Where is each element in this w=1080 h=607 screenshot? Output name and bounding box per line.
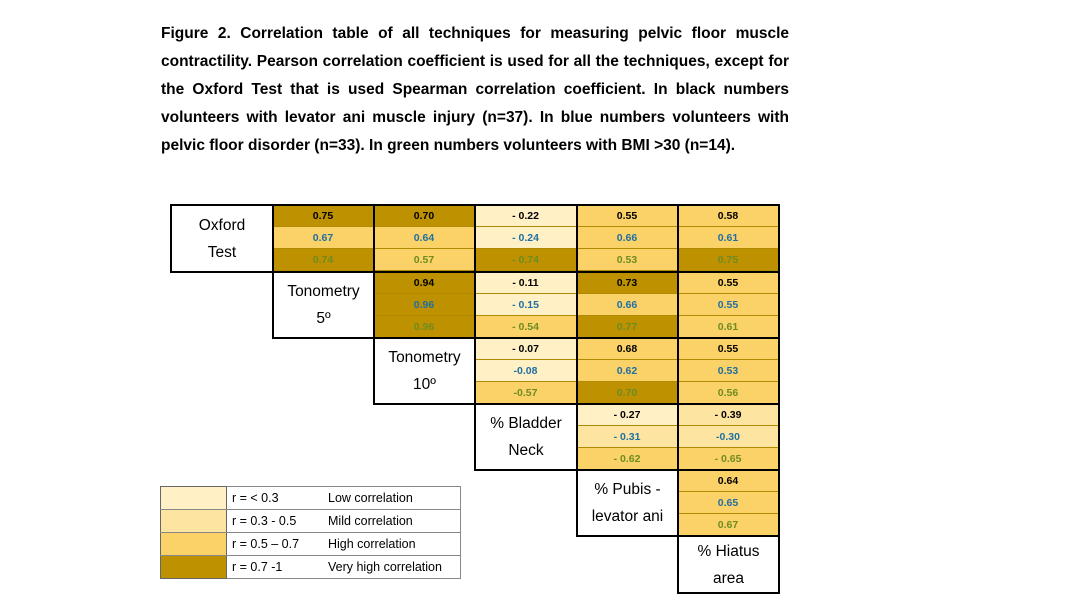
- correlation-value-blue: -0.08: [474, 359, 577, 382]
- correlation-value-black: 0.55: [677, 337, 779, 360]
- technique-name-line: % Pubis -: [594, 481, 661, 498]
- correlation-value-green: - 0.65: [677, 447, 779, 470]
- correlation-value-blue: 0.96: [373, 293, 475, 316]
- correlation-value-green: 0.67: [677, 513, 779, 536]
- correlation-value-blue: -0.30: [677, 425, 779, 448]
- correlation-value-blue: 0.53: [677, 359, 779, 382]
- correlation-value-green: -0.57: [474, 381, 577, 404]
- correlation-value-green: 0.75: [677, 248, 779, 271]
- technique-name-line: levator ani: [591, 508, 664, 525]
- technique-label: [272, 271, 375, 339]
- correlation-value-green: - 0.54: [474, 315, 577, 338]
- legend-range: r = 0.3 - 0.5: [232, 513, 297, 528]
- technique-name-line: Neck: [508, 442, 544, 459]
- legend-label: Mild correlation: [328, 513, 413, 528]
- correlation-value-black: 0.68: [576, 337, 678, 360]
- technique-name-line: 10º: [413, 376, 436, 393]
- technique-name-line: Test: [207, 243, 237, 261]
- correlation-value-green: 0.96: [373, 315, 475, 338]
- correlation-value-green: - 0.62: [576, 447, 678, 470]
- technique-name-line: 5º: [316, 310, 331, 327]
- legend-label: Very high correlation: [328, 559, 442, 574]
- technique-label: [576, 469, 679, 537]
- correlation-value-green: 0.74: [272, 248, 374, 271]
- correlation-value-green: 0.70: [576, 381, 678, 404]
- legend-swatch: [160, 486, 227, 510]
- legend-row-divider: [160, 532, 460, 533]
- correlation-value-blue: 0.64: [373, 226, 475, 249]
- technique-name-line: Tonometry: [388, 349, 461, 366]
- technique-label: [170, 204, 274, 273]
- correlation-value-black: - 0.27: [576, 403, 678, 426]
- correlation-value-green: 0.57: [373, 248, 475, 271]
- technique-name-line: area: [712, 569, 745, 587]
- correlation-value-black: 0.73: [576, 271, 678, 294]
- technique-label: [474, 403, 578, 471]
- technique-name-line: % Hiatus: [697, 542, 760, 560]
- correlation-value-blue: 0.66: [576, 226, 678, 249]
- correlation-value-black: 0.75: [272, 204, 374, 227]
- correlation-value-blue: 0.67: [272, 226, 374, 249]
- correlation-value-black: 0.55: [677, 271, 779, 294]
- technique-label: [373, 337, 476, 405]
- correlation-value-black: - 0.39: [677, 403, 779, 426]
- legend-range: r = < 0.3: [232, 490, 279, 505]
- correlation-value-blue: - 0.31: [576, 425, 678, 448]
- legend-row-divider: [160, 555, 460, 556]
- legend-range: r = 0.7 -1: [232, 559, 283, 574]
- correlation-value-black: - 0.22: [474, 204, 577, 227]
- technique-name-line: % Bladder: [490, 415, 562, 432]
- correlation-value-black: - 0.07: [474, 337, 577, 360]
- correlation-value-green: 0.53: [576, 248, 678, 271]
- correlation-value-blue: 0.55: [677, 293, 779, 316]
- technique-label: [677, 535, 780, 594]
- correlation-value-blue: - 0.15: [474, 293, 577, 316]
- legend-label: Low correlation: [328, 490, 413, 505]
- correlation-value-blue: - 0.24: [474, 226, 577, 249]
- technique-name-line: Tonometry: [287, 283, 360, 300]
- technique-name-line: Oxford: [198, 216, 246, 234]
- figure-caption: Figure 2. Correlation table of all techniques for measuring pelvic floor muscle contractility. Pearson correlation coefficient is used for all the techniques, except for the Oxford Test that is used Spearman correlation coefficient. In black numbers volunteers with levator ani muscle injury (n=37). In blue numbers volunteers with pelvic floor disorder (n=33). In green numbers volunteers with BMI >30 (n=14).: [161, 25, 789, 154]
- correlation-value-green: 0.56: [677, 381, 779, 404]
- correlation-value-blue: 0.61: [677, 226, 779, 249]
- correlation-value-green: - 0.74: [474, 248, 577, 271]
- legend-swatch: [160, 509, 227, 533]
- legend-label: High correlation: [328, 536, 416, 551]
- legend-row-divider: [160, 509, 460, 510]
- correlation-value-blue: 0.62: [576, 359, 678, 382]
- correlation-value-black: 0.94: [373, 271, 475, 294]
- correlation-value-green: 0.77: [576, 315, 678, 338]
- correlation-value-black: 0.58: [677, 204, 779, 227]
- correlation-value-blue: 0.66: [576, 293, 678, 316]
- legend-swatch: [160, 532, 227, 556]
- correlation-value-black: 0.64: [677, 469, 779, 492]
- correlation-value-black: 0.55: [576, 204, 678, 227]
- legend-range: r = 0.5 – 0.7: [232, 536, 300, 551]
- correlation-value-green: 0.61: [677, 315, 779, 338]
- correlation-value-black: - 0.11: [474, 271, 577, 294]
- legend-swatch: [160, 555, 227, 579]
- correlation-value-black: 0.70: [373, 204, 475, 227]
- correlation-value-blue: 0.65: [677, 491, 779, 514]
